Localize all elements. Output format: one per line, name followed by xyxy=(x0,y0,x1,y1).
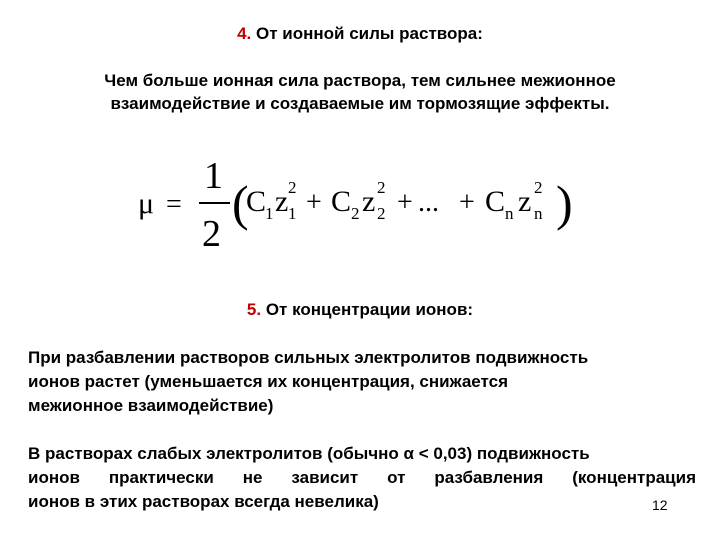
paragraph-1-line-1: При разбавлении растворов сильных электролитов подвижность xyxy=(28,348,589,367)
term3-c: C xyxy=(485,185,506,218)
term1-z: z xyxy=(275,185,289,218)
section-4-number: 4. xyxy=(237,24,252,43)
term2-c-sub: 2 xyxy=(351,204,360,223)
section-5-title: От концентрации ионов: xyxy=(261,300,474,319)
term3-c-sub: n xyxy=(505,204,514,223)
paragraph-2-line-3: ионов в этих растворах всегда невелика) xyxy=(28,492,379,511)
formula-mu: μ xyxy=(138,187,155,220)
formula-plus-1: + xyxy=(306,187,322,218)
term1-c-sub: 1 xyxy=(265,204,274,223)
paragraph-1-line-2: ионов растет (уменьшается их концентрация, снижается xyxy=(28,372,509,391)
section-5-paragraph-2 xyxy=(28,442,696,514)
paragraph-1-line-3: межионное взаимодействие) xyxy=(28,396,274,415)
term3-z-sup: 2 xyxy=(534,178,543,197)
formula-close-paren: ) xyxy=(556,175,573,231)
section-4-heading xyxy=(0,24,720,44)
term1-c: C xyxy=(246,185,267,218)
section-4-line-1: Чем больше ионная сила раствора, тем сильнее межионное xyxy=(104,71,616,90)
term1-z-sup: 2 xyxy=(288,178,297,197)
paragraph-2-line-1: В растворах слабых электролитов (обычно α < 0,03) подвижность xyxy=(28,444,590,463)
section-4-line-2: взаимодействие и создаваемые им тормозящие эффекты. xyxy=(110,94,610,113)
section-5-paragraph-1 xyxy=(28,346,696,418)
term3-z-sub: n xyxy=(534,204,543,223)
term2-z: z xyxy=(362,185,376,218)
paragraph-2-line-2: ионов практически не зависит от разбавления (концентрация xyxy=(28,468,696,487)
section-4-title: От ионной силы раствора: xyxy=(251,24,483,43)
term2-z-sub: 2 xyxy=(377,204,386,223)
section-5-heading xyxy=(0,300,720,320)
section-4-text xyxy=(40,69,680,115)
page-number: 12 xyxy=(652,497,668,513)
formula-denominator: 2 xyxy=(202,213,221,255)
formula-plus-3: + xyxy=(459,187,475,218)
term1-z-sub: 1 xyxy=(288,204,297,223)
term2-c: C xyxy=(331,185,352,218)
term3-z: z xyxy=(518,185,532,218)
formula-equals: = xyxy=(166,189,182,220)
formula-ellipsis: ... xyxy=(418,187,439,218)
formula-plus-2: + xyxy=(397,187,413,218)
ionic-strength-formula xyxy=(136,148,586,256)
formula-numerator: 1 xyxy=(204,155,223,197)
section-5-number: 5. xyxy=(246,300,262,319)
term2-z-sup: 2 xyxy=(377,178,386,197)
formula-open-paren: ( xyxy=(232,175,249,231)
